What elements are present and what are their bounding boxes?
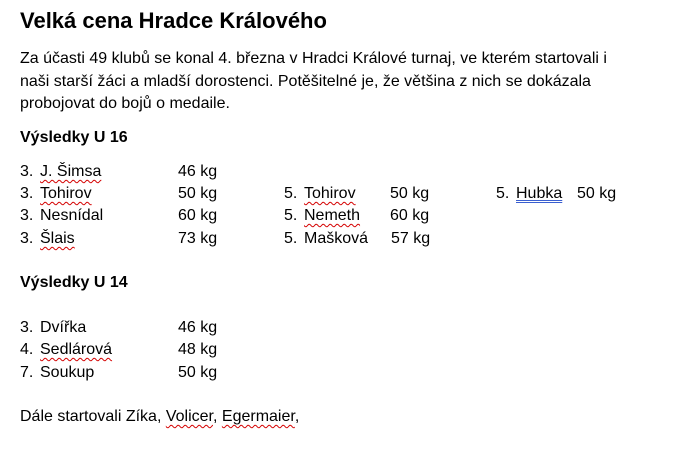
u16-c1-r4-name: Šlais [40, 230, 75, 247]
u14-r3-place: 7. [20, 364, 34, 381]
u16-c1-r2-place: 3. [20, 185, 34, 202]
closing-paragraph [20, 407, 299, 427]
u16-c2-r1-place: 5. [284, 185, 298, 202]
u14-r3-name: Soukup [40, 364, 95, 381]
u16-c2-r3-name: Mašková [304, 230, 369, 247]
u16-c1-r3-weight: 60 kg [178, 207, 218, 224]
closing-name-1: Volicer [165, 408, 213, 425]
closing-name-2: Egermaier [221, 408, 295, 425]
u16-c1-r3-place: 3. [20, 207, 34, 224]
u16-c1-r3-name: Nesnídal [40, 207, 104, 224]
u16-c2-r2-place: 5. [284, 207, 298, 224]
u16-c2-r2-name: Nemeth [304, 207, 361, 224]
u14-r1-weight: 46 kg [178, 319, 218, 336]
u16-c1-r2-name: Tohirov [40, 185, 92, 202]
u16-c1-r4-weight: 73 kg [178, 230, 218, 247]
u16-c3-r1-place: 5. [496, 185, 510, 202]
u16-c2-r3-place: 5. [284, 230, 298, 247]
u14-r1-place: 3. [20, 319, 34, 336]
u14-r2-name: Sedlárová [40, 341, 113, 358]
u16-c3-r1-weight: 50 kg [577, 185, 617, 202]
u16-c1-r1-name: J. Šimsa [40, 163, 102, 180]
title-text-main: Velká cena Hradce Králového [20, 8, 327, 33]
u14-heading: Výsledky U 14 [20, 274, 128, 291]
u16-c2-r1-weight: 50 kg [390, 185, 430, 202]
u16-c2-r1-name: Tohirov [304, 185, 356, 202]
intro-line-3: probojovat do bojů o medaile. [20, 95, 230, 112]
u16-c1-r1-weight: 46 kg [178, 163, 218, 180]
u14-r2-weight: 48 kg [178, 341, 218, 358]
u16-c1-r1-place: 3. [20, 163, 34, 180]
u16-heading: Výsledky U 16 [20, 129, 128, 146]
u16-c3-r1-name: Hubka [516, 185, 563, 202]
u16-c2-r3-weight: 57 kg [391, 230, 431, 247]
closing-suffix: , [294, 408, 300, 425]
intro-line-1: Za účasti 49 klubů se konal 4. března v Hradci Králové turnaj, ve kterém startovali i [20, 50, 607, 67]
u16-c1-r2-weight: 50 kg [178, 185, 218, 202]
closing-prefix: Dále startovali Zíka, [20, 408, 162, 425]
intro-paragraph [20, 48, 696, 116]
u16-c1-r4-place: 3. [20, 230, 34, 247]
u14-r2-place: 4. [20, 341, 34, 358]
document-title [20, 7, 327, 35]
u14-r1-name: Dvířka [40, 319, 87, 336]
u14-r3-weight: 50 kg [178, 364, 218, 381]
u16-c2-r2-weight: 60 kg [390, 207, 430, 224]
closing-comma: , [212, 408, 218, 425]
intro-line-2: naši starší žáci a mladší dorostenci. Potěšitelné je, že většina z nich se dokázala [20, 72, 591, 90]
